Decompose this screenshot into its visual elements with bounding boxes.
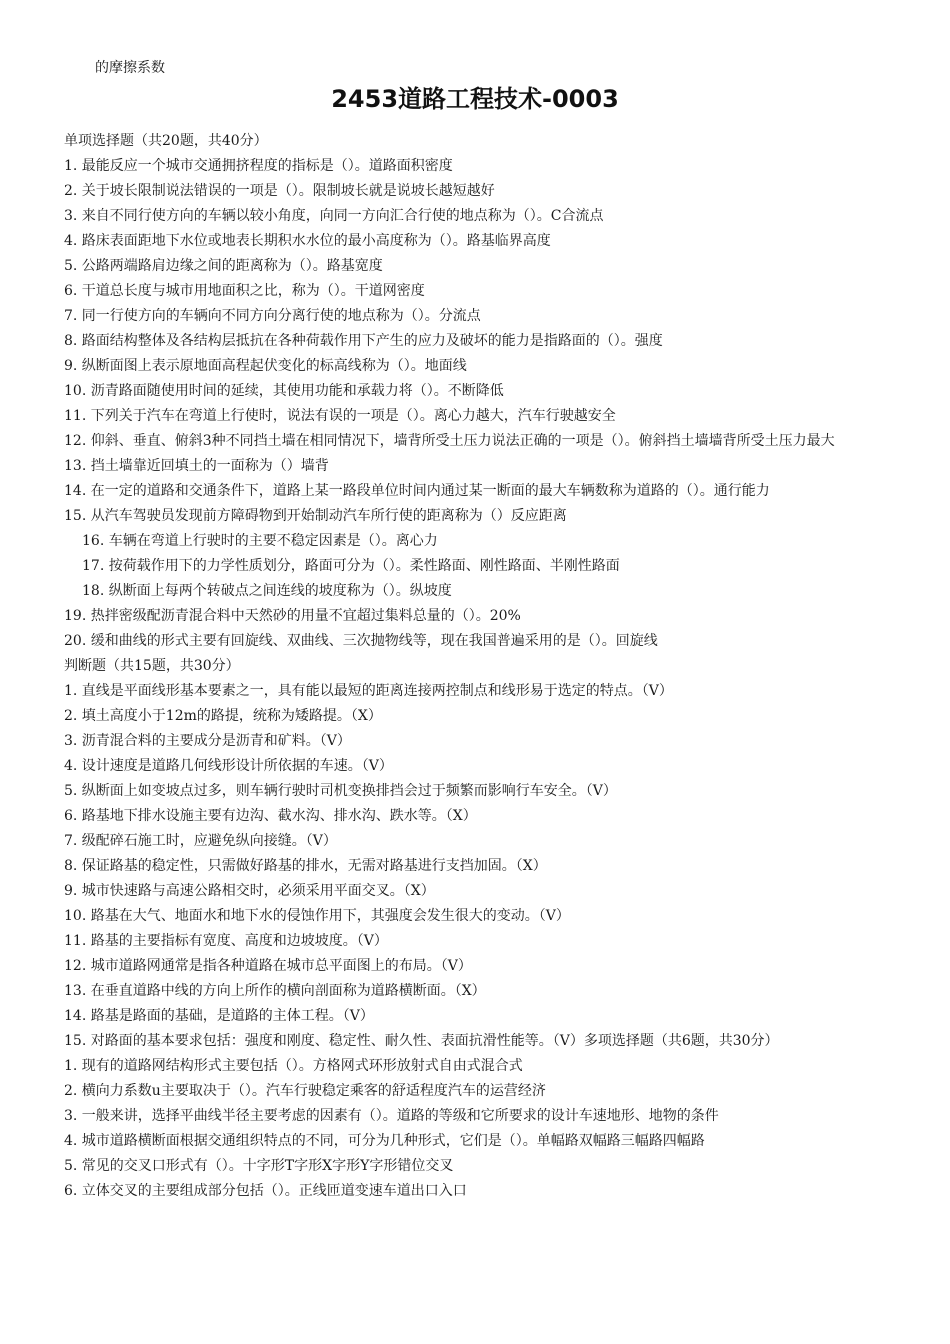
page-fragment-text: 的摩擦系数 (95, 60, 165, 76)
multiple-choice-item: 6. 立体交叉的主要组成部分包括（）。正线匝道变速车道出口入口 (64, 1183, 467, 1199)
question-item: 13. 挡土墙靠近回填土的一面称为（）墙背 (64, 458, 329, 474)
single-choice-indented-list (64, 529, 884, 604)
judgement-item: 9. 城市快速路与高速公路相交时，必须采用平面交叉。（X） (64, 883, 435, 899)
judgement-item: 1. 直线是平面线形基本要素之一，具有能以最短的距离连接两控制点和线形易于选定的特点。（V） (64, 683, 673, 699)
judgement-item: 12. 城市道路网通常是指各种道路在城市总平面图上的布局。（V） (64, 958, 472, 974)
question-item: 16. 车辆在弯道上行驶时的主要不稳定因素是（）。离心力 (82, 533, 438, 549)
judgement-item: 5. 纵断面上如变坡点过多，则车辆行驶时司机变换排挡会过于频繁而影响行车安全。（V） (64, 783, 617, 799)
judgement-item: 13. 在垂直道路中线的方向上所作的横向剖面称为道路横断面。（X） (64, 983, 486, 999)
question-item: 5. 公路两端路肩边缘之间的距离称为（）。路基宽度 (64, 258, 383, 274)
judgement-item: 3. 沥青混合料的主要成分是沥青和矿料。（V） (64, 733, 351, 749)
multiple-choice-item: 4. 城市道路横断面根据交通组织特点的不同，可分为几种形式，它们是（）。单幅路双幅路三幅路四幅路 (64, 1133, 705, 1149)
multiple-choice-item: 1. 现有的道路网结构形式主要包括（）。方格网式环形放射式自由式混合式 (64, 1058, 523, 1074)
question-item: 10. 沥青路面随使用时间的延续，其使用功能和承载力将（）。不断降低 (64, 383, 504, 399)
judgement-item: 4. 设计速度是道路几何线形设计所依据的车速。（V） (64, 758, 393, 774)
single-choice-list (64, 154, 884, 529)
judgement-item: 11. 路基的主要指标有宽度、高度和边坡坡度。（V） (64, 933, 388, 949)
question-item: 11. 下列关于汽车在弯道上行使时，说法有误的一项是（）。离心力越大，汽车行驶越安全 (64, 408, 616, 424)
question-item: 17. 按荷载作用下的力学性质划分，路面可分为（）。柔性路面、刚性路面、半刚性路面 (82, 558, 620, 574)
judgement-item: 6. 路基地下排水设施主要有边沟、截水沟、排水沟、跌水等。（X） (64, 808, 477, 824)
question-item: 4. 路床表面距地下水位或地表长期积水水位的最小高度称为（）。路基临界高度 (64, 233, 551, 249)
question-item: 9. 纵断面图上表示原地面高程起伏变化的标高线称为（）。地面线 (64, 358, 467, 374)
section-heading-judgement: 判断题（共15题，共30分） (64, 658, 240, 674)
multiple-choice-list (64, 1054, 884, 1204)
single-choice-list-end (64, 604, 884, 654)
question-item: 14. 在一定的道路和交通条件下，道路上某一路段单位时间内通过某一断面的最大车辆数称为道路的（）。通行能力 (64, 483, 770, 499)
judgement-item: 2. 填土高度小于12m的路提，统称为矮路提。（X） (64, 708, 382, 724)
judgement-item: 15. 对路面的基本要求包括：强度和刚度、稳定性、耐久性、表面抗滑性能等。（V）多项选择题（共6题，共30分） (64, 1033, 779, 1049)
question-item: 12. 仰斜、垂直、俯斜3种不同挡土墙在相同情况下，墙背所受土压力说法正确的一项是（）。俯斜挡土墙墙背所受土压力最大 (64, 433, 835, 449)
judgement-item: 7. 级配碎石施工时，应避免纵向接缝。（V） (64, 833, 337, 849)
multiple-choice-item: 2. 横向力系数u主要取决于（）。汽车行驶稳定乘客的舒适程度汽车的运营经济 (64, 1083, 546, 1099)
question-item: 6. 干道总长度与城市用地面积之比，称为（）。干道网密度 (64, 283, 425, 299)
judgement-item: 8. 保证路基的稳定性，只需做好路基的排水，无需对路基进行支挡加固。（X） (64, 858, 547, 874)
question-item: 20. 缓和曲线的形式主要有回旋线、双曲线、三次抛物线等，现在我国普遍采用的是（）。回旋线 (64, 633, 658, 649)
document-body (64, 129, 884, 1204)
multiple-choice-item: 5. 常见的交叉口形式有（）。十字形T字形X字形Y字形错位交叉 (64, 1158, 454, 1174)
question-item: 1. 最能反应一个城市交通拥挤程度的指标是（）。道路面积密度 (64, 158, 453, 174)
question-item: 19. 热拌密级配沥青混合料中天然砂的用量不宜超过集料总量的（）。20% (64, 608, 521, 624)
document-title: 2453道路工程技术-0003 (331, 85, 619, 113)
judgement-item: 14. 路基是路面的基础，是道路的主体工程。（V） (64, 1008, 374, 1024)
question-item: 2. 关于坡长限制说法错误的一项是（）。限制坡长就是说坡长越短越好 (64, 183, 495, 199)
section-heading-single-choice: 单项选择题（共20题，共40分） (64, 133, 268, 149)
multiple-choice-item: 3. 一般来讲，选择平曲线半径主要考虑的因素有（）。道路的等级和它所要求的设计车速地形、地物的条件 (64, 1108, 719, 1124)
question-item: 18. 纵断面上每两个转破点之间连线的坡度称为（）。纵坡度 (82, 583, 452, 599)
judgement-item: 10. 路基在大气、地面水和地下水的侵蚀作用下，其强度会发生很大的变动。（V） (64, 908, 570, 924)
question-item: 7. 同一行使方向的车辆向不同方向分离行使的地点称为（）。分流点 (64, 308, 481, 324)
question-item: 8. 路面结构整体及各结构层抵抗在各种荷载作用下产生的应力及破坏的能力是指路面的（）。强度 (64, 333, 663, 349)
judgement-list (64, 679, 884, 1054)
question-item: 3. 来自不同行使方向的车辆以较小角度，向同一方向汇合行使的地点称为（）。C合流点 (64, 208, 604, 224)
question-item: 15. 从汽车驾驶员发现前方障碍物到开始制动汽车所行使的距离称为（）反应距离 (64, 508, 567, 524)
